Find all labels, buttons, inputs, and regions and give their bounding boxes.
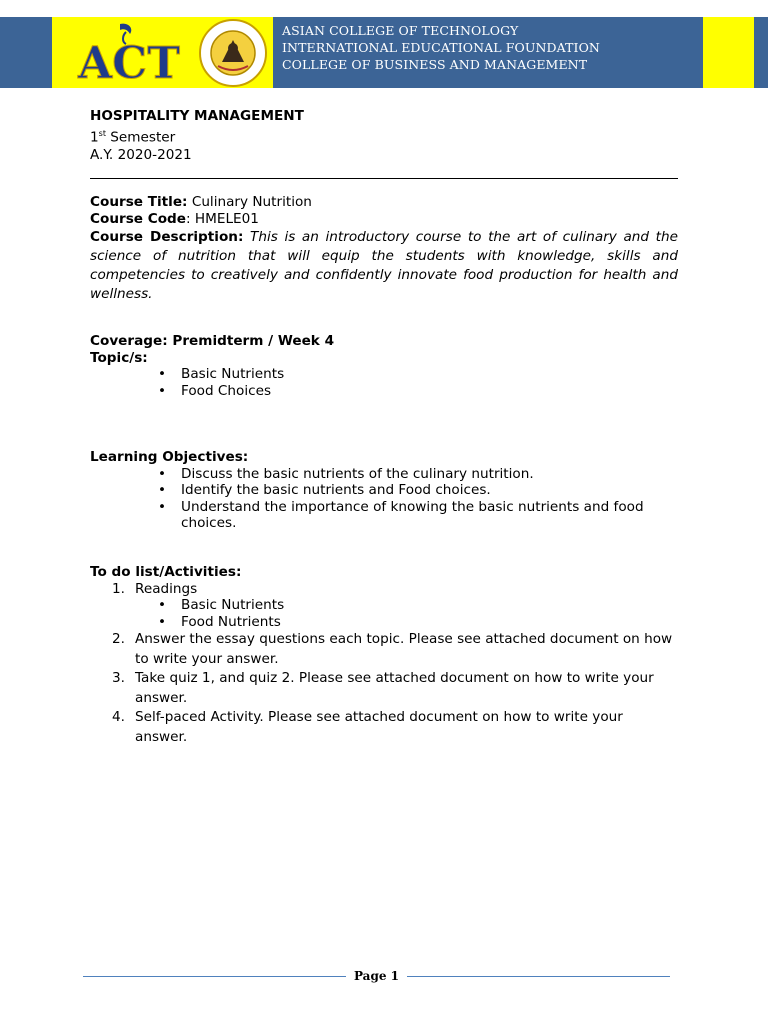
semester-suffix: st [98, 129, 106, 138]
college-seal-icon [198, 18, 268, 88]
list-item: • Basic Nutrients [181, 366, 678, 383]
item-text: Take quiz 1, and quiz 2. Please see attached document on how to write your answer. [135, 670, 654, 706]
institution-line-1: ASIAN COLLEGE OF TECHNOLOGY [282, 23, 519, 38]
item-number: 3. [112, 670, 125, 686]
course-code-value: : HMELE01 [186, 211, 259, 227]
act-logo [68, 22, 190, 84]
course-info [90, 194, 678, 304]
objectives-label: Learning Objectives: [90, 449, 249, 465]
semester [90, 125, 678, 147]
item-number: 2. [112, 631, 125, 647]
readings-list [135, 597, 678, 630]
course-description-label: Course Description: [90, 229, 244, 245]
page-number: Page 1 [353, 969, 400, 983]
item-text: Answer the essay questions each topic. Please see attached document on how to write your answer. [135, 631, 673, 667]
course-title-value: Culinary Nutrition [187, 194, 312, 210]
program-block [90, 108, 678, 164]
item-text: Self-paced Activity. Please see attached document on how to write your answer. [135, 709, 623, 745]
objectives-section [90, 449, 678, 532]
course-title-label: Course Title: [90, 194, 188, 210]
coverage-section [90, 333, 678, 399]
coverage-label: Coverage: Premidterm / Week 4 [90, 333, 335, 349]
item-number: 1. [112, 580, 125, 597]
course-description-text: This is an introductory course to the art of culinary and the science of nutrition that will equip the students with knowledge, skills and competencies to creatively and confidently innovate food production for health and wellness. [90, 229, 678, 302]
institution-line-2: INTERNATIONAL EDUCATIONAL FOUNDATION [282, 40, 600, 55]
institution-line-3: COLLEGE OF BUSINESS AND MANAGEMENT [282, 57, 588, 72]
logo-wordmark: ACT [78, 38, 180, 84]
list-item: • Identify the basic nutrients and Food choices. [181, 482, 678, 499]
item-text: Readings [135, 580, 198, 597]
footer-rule-left [83, 976, 346, 977]
item-number: 4. [112, 709, 125, 725]
todo-label: To do list/Activities: [90, 564, 242, 580]
topics-list [90, 366, 678, 399]
todo-section [90, 564, 678, 747]
topics-label: Topic/s: [90, 349, 148, 366]
objectives-list [90, 466, 678, 532]
list-item: • Basic Nutrients [181, 597, 678, 614]
institution-names [282, 22, 600, 73]
list-item: • Food Choices [181, 383, 678, 400]
course-code-label: Course Code [90, 211, 187, 227]
divider-line [90, 178, 678, 179]
list-item: • Discuss the basic nutrients of the culinary nutrition. [181, 466, 678, 483]
semester-number: 1 [90, 129, 99, 146]
course-code-row [90, 211, 678, 228]
list-item: • Understand the importance of knowing the basic nutrients and food choices. [181, 499, 678, 532]
list-item [112, 669, 678, 708]
academic-year: A.Y. 2020-2021 [90, 146, 192, 163]
list-item [112, 708, 678, 747]
list-item [112, 580, 678, 631]
list-item: • Food Nutrients [181, 614, 678, 631]
semester-label: Semester [105, 129, 176, 146]
todo-list [90, 581, 678, 748]
course-title-row [90, 194, 678, 211]
list-item [112, 630, 678, 669]
footer-rule-right [407, 976, 670, 977]
course-description-row [90, 228, 678, 304]
program-title: HOSPITALITY MANAGEMENT [90, 108, 304, 124]
header-yellow-accent [703, 17, 754, 88]
